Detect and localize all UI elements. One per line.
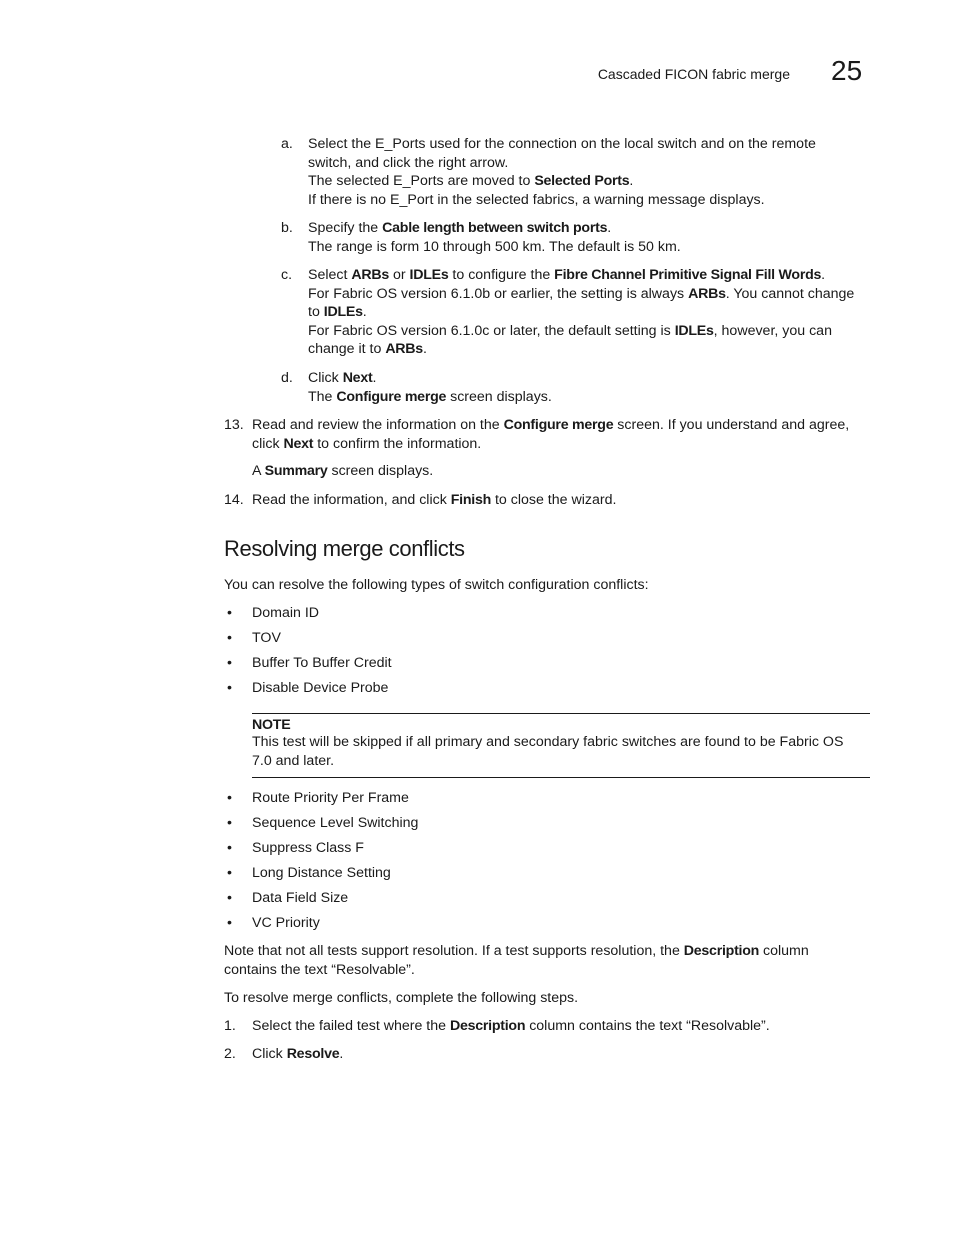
step-14-label: 14. — [224, 492, 244, 508]
ui-term: IDLEs — [674, 322, 714, 339]
text-run: click — [252, 435, 284, 452]
text-run: to configure the — [448, 267, 555, 283]
step-14-text — [252, 491, 872, 510]
note-line: This test will be skipped if all primary and secondary fabric switches are found to be Fabric OS — [252, 734, 844, 750]
text-run: change it to — [308, 341, 386, 358]
text-run: The range is form 10 through 500 km. The default is 50 km. — [308, 238, 681, 255]
text-run: screen. If you understand and agree, — [613, 417, 850, 433]
bullet-icon: • — [227, 790, 232, 806]
step-13-label: 13. — [224, 417, 244, 433]
bullet-icon: • — [227, 865, 232, 881]
text-line — [308, 388, 874, 407]
ui-term: ARBs — [385, 341, 423, 358]
text-run: Read and review the information on the — [252, 417, 504, 433]
ui-term: Next — [342, 370, 373, 386]
text-run: Select — [308, 267, 352, 283]
text-run: If there is no E_Port in the selected fabrics, a warning message displays. — [308, 191, 765, 208]
text-run: or — [389, 267, 410, 283]
step-b-label: b. — [281, 220, 293, 236]
ui-term: Description — [449, 1018, 526, 1034]
text-line — [224, 961, 874, 980]
text-run: . — [629, 173, 634, 190]
text-run: . — [372, 370, 377, 386]
ui-term: Resolve — [286, 1046, 340, 1062]
text-line — [252, 435, 872, 454]
text-run: . — [339, 1046, 344, 1062]
step-a-label: a. — [281, 136, 293, 152]
section-heading: Resolving merge conflicts — [224, 536, 465, 561]
text-run: to close the wizard. — [491, 492, 617, 508]
text-line — [308, 266, 874, 285]
text-line — [252, 1045, 872, 1064]
text-run: . — [607, 220, 612, 236]
text-run: column — [759, 943, 809, 959]
ui-term: ARBs — [688, 285, 726, 302]
step-c-label: c. — [281, 267, 293, 283]
text-line — [308, 340, 874, 359]
note-body — [252, 733, 870, 770]
text-run: The — [308, 388, 337, 405]
ui-term: ARBs — [351, 267, 390, 283]
text-line — [308, 238, 874, 257]
ui-term: IDLEs — [323, 304, 363, 321]
intro-paragraph: You can resolve the following types of switch configuration conflicts: — [224, 577, 649, 593]
step-13-result — [252, 462, 872, 481]
text-line — [252, 416, 872, 435]
bullet-icon: • — [227, 840, 232, 856]
text-run: screen displays. — [446, 388, 552, 405]
step-d-label: d. — [281, 370, 293, 386]
text-run: , however, you can — [713, 322, 832, 339]
list-item: Domain ID — [252, 605, 320, 621]
bullet-icon: • — [227, 630, 232, 646]
text-run: Select the E_Ports used for the connection on the local switch and on the remote — [308, 136, 816, 152]
text-run: . You cannot change — [725, 285, 855, 302]
text-run: Specify the — [308, 220, 383, 236]
list-item: TOV — [252, 630, 281, 646]
step-c-text — [308, 266, 874, 359]
steps-intro: To resolve merge conflicts, complete the following steps. — [224, 990, 579, 1006]
text-run: Select the failed test where the — [252, 1018, 450, 1034]
text-line — [308, 369, 874, 388]
step-a-text — [308, 135, 874, 209]
final-step-1-text — [252, 1017, 872, 1036]
text-line — [308, 135, 874, 154]
list-item: Suppress Class F — [252, 840, 364, 856]
list-item: Long Distance Setting — [252, 865, 391, 881]
resolution-note — [224, 942, 874, 979]
text-run: to confirm the information. — [313, 435, 482, 452]
step-13-text — [252, 416, 872, 453]
text-run: Click — [308, 370, 343, 386]
ui-term: Fibre Channel Primitive Signal Fill Words — [554, 267, 822, 283]
bullet-icon: • — [227, 655, 232, 671]
bullet-icon: • — [227, 605, 232, 621]
note-top-rule — [252, 713, 870, 714]
text-run: Note that not all tests support resolution. If a test supports resolution, the — [224, 943, 684, 959]
text-run: A — [252, 463, 265, 479]
bullet-icon: • — [227, 915, 232, 931]
text-line — [252, 491, 872, 510]
text-run: screen displays. — [327, 463, 434, 479]
text-line — [308, 322, 874, 341]
text-line — [308, 191, 874, 210]
list-item: Data Field Size — [252, 890, 349, 906]
text-line — [308, 303, 874, 322]
ui-term: IDLEs — [409, 267, 449, 283]
text-run: switch, and click the right arrow. — [308, 154, 509, 171]
bullet-icon: • — [227, 890, 232, 906]
text-run: . — [362, 304, 367, 321]
text-line — [308, 285, 874, 304]
ui-term: Configure merge — [336, 388, 447, 405]
text-line — [224, 942, 874, 961]
bullet-icon: • — [227, 680, 232, 696]
running-header-section-title: Cascaded FICON fabric merge — [597, 66, 790, 82]
final-step-1-label: 1. — [224, 1018, 236, 1034]
ui-term: Selected Ports — [534, 173, 630, 190]
list-item: Sequence Level Switching — [252, 815, 419, 831]
text-run: to — [308, 304, 324, 321]
text-run: Read the information, and click — [252, 492, 451, 508]
text-line — [308, 219, 874, 238]
text-line — [308, 154, 874, 173]
ui-term: Summary — [264, 463, 328, 479]
text-run: For Fabric OS version 6.1.0b or earlier, the setting is always — [308, 285, 689, 302]
step-b-text — [308, 219, 874, 256]
bullet-icon: • — [227, 815, 232, 831]
final-step-2-label: 2. — [224, 1046, 236, 1062]
text-line — [252, 1017, 872, 1036]
text-run: column contains the text “Resolvable”. — [525, 1018, 770, 1034]
text-run: . — [821, 267, 826, 283]
list-item: VC Priority — [252, 915, 320, 931]
chapter-number: 25 — [831, 55, 863, 86]
note-line: 7.0 and later. — [252, 752, 335, 769]
text-run: . — [422, 341, 427, 358]
text-line — [308, 172, 874, 191]
ui-term: Cable length between switch ports — [382, 220, 608, 236]
final-step-2-text — [252, 1045, 872, 1064]
text-run: Click — [252, 1046, 287, 1062]
ui-term: Finish — [450, 492, 492, 508]
ui-term: Description — [683, 943, 760, 959]
ui-term: Configure merge — [503, 417, 614, 433]
note-bottom-rule — [252, 777, 870, 778]
list-item: Buffer To Buffer Credit — [252, 655, 392, 671]
text-run: The selected E_Ports are moved to — [308, 173, 535, 190]
step-d-text — [308, 369, 874, 406]
note-title: NOTE — [252, 717, 291, 733]
text-run: For Fabric OS version 6.1.0c or later, the default setting is — [308, 322, 675, 339]
ui-term: Next — [283, 435, 314, 452]
list-item: Disable Device Probe — [252, 680, 389, 696]
list-item: Route Priority Per Frame — [252, 790, 409, 806]
text-run: contains the text “Resolvable”. — [224, 961, 415, 978]
